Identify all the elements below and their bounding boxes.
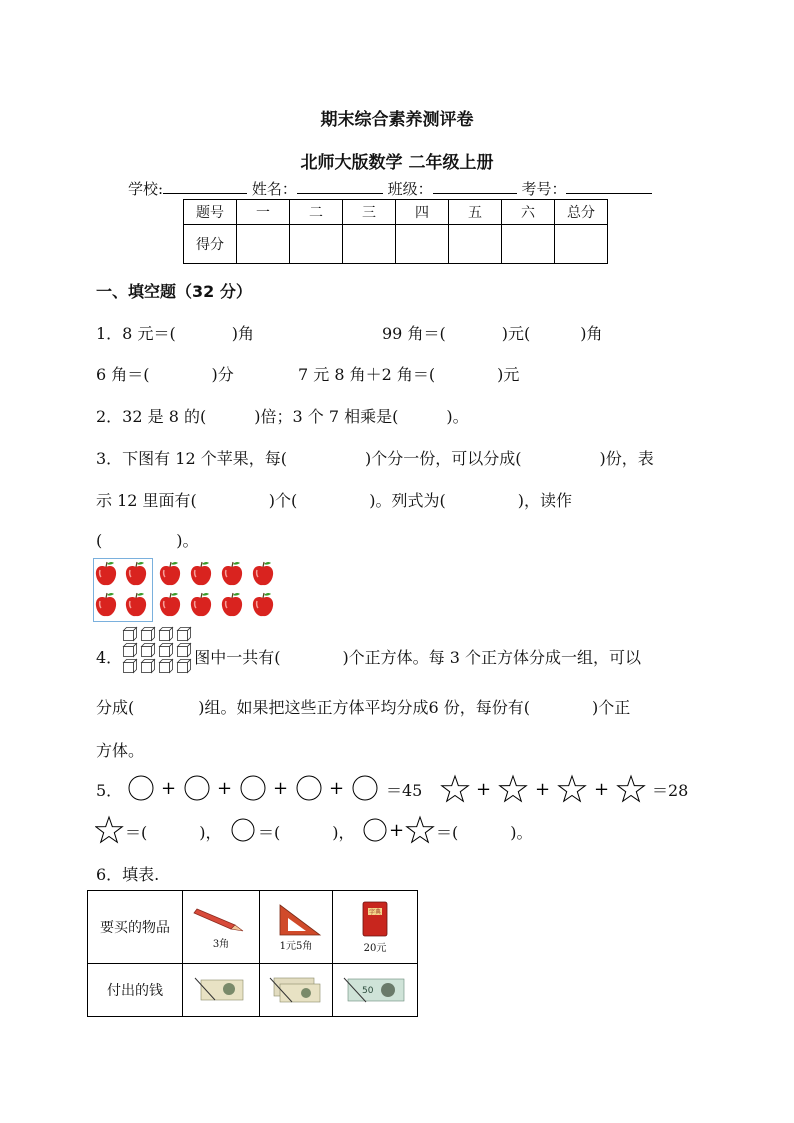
- star-icon: [618, 776, 645, 801]
- q5-star-answer: [125, 820, 222, 843]
- student-info-row: [128, 178, 652, 199]
- question-4-line-3: [96, 738, 144, 761]
- score-input-cell[interactable]: [502, 225, 555, 264]
- apple-icon: [126, 593, 146, 616]
- apples-figure: [94, 559, 284, 621]
- item-cell: [333, 891, 418, 964]
- q1-text: )角: [580, 324, 603, 343]
- score-table-score-row: [184, 225, 608, 264]
- q5-circle-answer: [258, 820, 355, 843]
- q5-text: ＝(: [125, 823, 148, 842]
- q5-text: ＝(: [258, 823, 281, 842]
- apple-icon: [191, 593, 211, 616]
- q3-text: )。列式为(: [369, 491, 446, 510]
- q3-text: (: [96, 531, 103, 550]
- svg-text:+: +: [161, 778, 177, 799]
- money-cell: [333, 964, 418, 1017]
- star-icon: [96, 817, 123, 842]
- pencil-icon: [191, 905, 251, 935]
- apple-icon: [222, 562, 242, 585]
- star-equation: [440, 771, 652, 805]
- score-input-cell[interactable]: [343, 225, 396, 264]
- number-label: 考号：: [521, 180, 567, 198]
- question-3-line-2: [96, 488, 572, 511]
- question-3-line-1: [96, 446, 654, 469]
- svg-text:+: +: [273, 778, 289, 799]
- circle-icon: [232, 819, 254, 841]
- circle-icon: [364, 819, 386, 841]
- exam-title: 期末综合素养测评卷: [320, 110, 474, 130]
- row-label: 付出的钱: [88, 964, 183, 1017]
- circle-sum: ＝45: [386, 781, 423, 800]
- q3-text: )份，表: [599, 449, 654, 468]
- question-6: 6．填表.: [96, 865, 160, 884]
- q2-text: )倍；3 个 7 相乘是(: [254, 407, 399, 426]
- q3-text: 示 12 里面有(: [96, 491, 197, 510]
- section-heading: 一、填空题（32 分）: [96, 282, 252, 301]
- name-label: 姓名：: [251, 180, 297, 198]
- q4-text: 图中一共有(: [194, 648, 281, 667]
- item-cell: [183, 891, 260, 964]
- svg-text:+: +: [389, 820, 405, 841]
- cube-icon: [160, 628, 173, 641]
- question-4-line-2: [96, 695, 630, 718]
- score-cell: 三: [343, 200, 396, 225]
- svg-text:+: +: [535, 779, 551, 800]
- apple-icon: [160, 593, 180, 616]
- q5-text: )。: [510, 823, 533, 842]
- item-price: 20元: [363, 942, 387, 954]
- shopping-table: [87, 890, 418, 1017]
- cube-icon: [124, 628, 137, 641]
- item-cell: [260, 891, 333, 964]
- star-sum: ＝28: [652, 781, 689, 800]
- q2-text: )。: [446, 407, 469, 426]
- star-icon: [500, 776, 527, 801]
- q4-text: )组。如果把这些正方体平均分成6 份，每份有(: [198, 698, 531, 717]
- q4-text: )个正: [592, 698, 631, 717]
- score-cell: 六: [502, 200, 555, 225]
- q5-text: )，: [199, 823, 222, 842]
- svg-text:+: +: [594, 779, 610, 800]
- apple-icon: [191, 562, 211, 585]
- q5-text: ＝(: [436, 823, 459, 842]
- q3-text: )。: [176, 531, 199, 550]
- score-row-label: 得分: [184, 225, 237, 264]
- q3-text: )个分一份，可以分成(: [364, 449, 522, 468]
- question-5-line-1: [96, 778, 122, 801]
- score-cell: 五: [449, 200, 502, 225]
- circle-icon: [353, 776, 377, 800]
- item-price: 3角: [212, 938, 230, 950]
- apple-icon: [253, 593, 273, 616]
- svg-text:字典: 字典: [368, 908, 382, 916]
- question-1-line-1b: [382, 321, 602, 344]
- q2-text: 2．32 是 8 的(: [96, 407, 207, 426]
- question-4-line-1: [96, 645, 641, 668]
- svg-text:+: +: [217, 778, 233, 799]
- q1-text: )分: [211, 365, 234, 384]
- class-label: 班级：: [387, 180, 433, 198]
- shopping-money-row: [88, 964, 418, 1017]
- q1-text: 1．8 元＝(: [96, 324, 176, 343]
- score-cell: 一: [237, 200, 290, 225]
- apple-icon: [126, 562, 146, 585]
- q5-text: )，: [332, 823, 355, 842]
- apple-icon: [96, 562, 116, 585]
- shopping-items-row: [88, 891, 418, 964]
- q1-text: 7 元 8 角＋2 角＝(: [298, 365, 436, 384]
- book-icon: [360, 901, 390, 939]
- score-cell: 题号: [184, 200, 237, 225]
- school-label: 学校:: [128, 180, 164, 198]
- name-field[interactable]: [297, 179, 383, 194]
- apple-icon: [160, 562, 180, 585]
- cube-icon: [178, 628, 191, 641]
- score-cell: 二: [290, 200, 343, 225]
- cube-icon: [142, 628, 155, 641]
- q4-text: 方体。: [96, 741, 145, 760]
- circle-icon: [297, 776, 321, 800]
- q3-text: )，读作: [517, 491, 573, 510]
- score-input-cell[interactable]: [237, 225, 290, 264]
- star-icon: [559, 776, 586, 801]
- question-1-line-2: [96, 362, 234, 385]
- q1-text: )元(: [501, 324, 531, 343]
- score-table-header-row: [184, 200, 608, 225]
- q1-text: 99 角＝(: [382, 324, 446, 343]
- score-input-cell[interactable]: [396, 225, 449, 264]
- svg-text:+: +: [329, 778, 345, 799]
- money-cell: [260, 964, 333, 1017]
- svg-text:50: 50: [362, 986, 374, 996]
- question-1-line-1: [96, 321, 254, 344]
- q3-text: )个(: [268, 491, 298, 510]
- score-input-cell[interactable]: [555, 225, 608, 264]
- apple-icon: [96, 593, 116, 616]
- svg-text:+: +: [476, 779, 492, 800]
- score-cell: 总分: [555, 200, 608, 225]
- banknote-icon: [340, 974, 410, 1006]
- row-label: 要买的物品: [88, 891, 183, 964]
- apple-icon: [253, 562, 273, 585]
- score-input-cell[interactable]: [449, 225, 502, 264]
- exam-subtitle: 北师大版数学 二年级上册: [300, 153, 494, 173]
- circle-icon: [129, 776, 153, 800]
- money-cell: [183, 964, 260, 1017]
- q1-text: 6 角＝(: [96, 365, 150, 384]
- school-field[interactable]: [163, 179, 247, 194]
- q4-text: 4．: [96, 648, 123, 667]
- banknote-icon: [266, 974, 326, 1006]
- q1-text: )角: [231, 324, 254, 343]
- question-1-line-2b: [298, 362, 519, 385]
- class-field[interactable]: [433, 179, 517, 194]
- number-field[interactable]: [566, 179, 652, 194]
- q5-sum-answer: [436, 820, 533, 843]
- apple-icon: [222, 593, 242, 616]
- set-square-icon: [266, 903, 326, 937]
- score-input-cell[interactable]: [290, 225, 343, 264]
- circle-icon: [185, 776, 209, 800]
- star-icon: [407, 817, 434, 842]
- q4-text: 分成(: [96, 698, 135, 717]
- score-cell: 四: [396, 200, 449, 225]
- q3-text: 3．下图有 12 个苹果，每(: [96, 449, 287, 468]
- score-table: [183, 199, 608, 264]
- question-2: [96, 404, 469, 427]
- q1-text: )元: [497, 365, 520, 384]
- question-3-line-3: [96, 528, 199, 551]
- q5-text: 5．: [96, 781, 123, 800]
- q4-text: )个正方体。每 3 个正方体分成一组，可以: [342, 648, 642, 667]
- item-price: 1元5角: [279, 940, 313, 952]
- circle-icon: [241, 776, 265, 800]
- star-icon: [442, 776, 469, 801]
- banknote-icon: [191, 974, 251, 1006]
- circle-equation: [128, 773, 428, 803]
